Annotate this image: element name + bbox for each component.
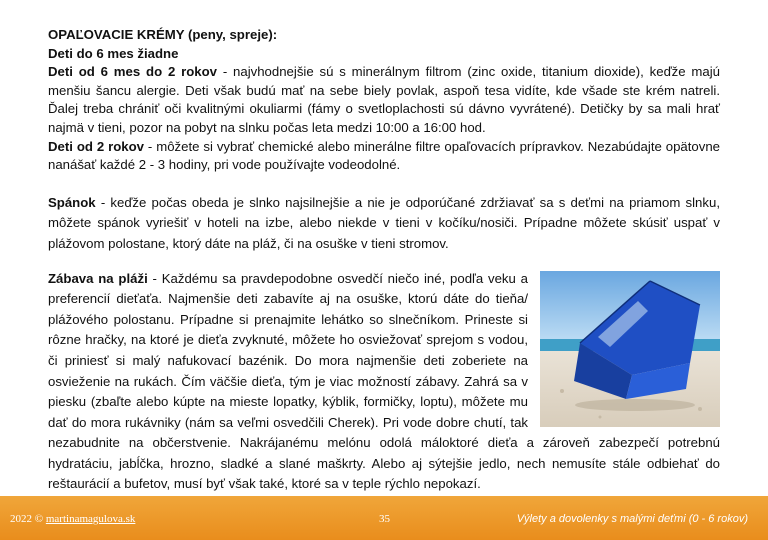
footer-credit: [10, 513, 135, 525]
sleep-paragraph: [48, 193, 720, 255]
footer-year: 2022: [10, 513, 32, 525]
sunscreen-mid-paragraph: [48, 63, 720, 137]
sleep-text: - keďže počas obeda je slnko najsilnejšie a nie je odporúčané zdržiavať sa s deťmi na priamom slnku, môžete spánok vyriešiť v hoteli na izbe, alebo niekde v tieni v kočíku/nosiči. Prípadne môžete skúsiť uspať v plážovom polostane, ktorý dáte na pláž, či na osuške v tieni stromov.: [48, 194, 720, 251]
book-title: Výlety a dovolenky s malými deťmi (0 - 6 rokov): [516, 513, 748, 525]
copyright-symbol: ©: [34, 513, 44, 525]
sunscreen-mid-label: Deti od 6 mes do 2 rokov: [48, 64, 217, 80]
beach-label: Zábava na pláži: [48, 270, 148, 286]
sunscreen-mid-text: - najvhodnejšie sú s minerálnym filtrom (zinc oxide, titanium dioxide), keďže majú menšiu šancu alergie. Deti však budú mať na sebe biely povlak, aspoň tesa vidíte, kde všade ste krém natreli. Ďalej treba chrániť oči kvalitnými okuliarmi (fámy o svetloplachosti sú dávno vyvrátené). Detičky by sa mali hrať najmä v tieni, pozor na pobyt na slnku počas leta medzi 10:00 a 16:00 hod.: [48, 64, 720, 135]
sunscreen-over2-paragraph: [48, 138, 720, 175]
sunscreen-over2-text: - môžete si vybrať chemické alebo minerálne filtre opaľovacích prípravkov. Nezabúdajte opätovne nanášať každé 2 - 3 hodiny, pri vode používajte vodeodolné.: [48, 138, 720, 173]
page-content: [48, 26, 720, 495]
footer-bar: [0, 496, 768, 540]
beach-tent-photo: [540, 271, 720, 427]
beach-text: - Každému sa pravdepodobne osvedčí niečo iné, podľa veku a preferencií dieťaťa. Najmenšie deti zabavíte aj na osuške, ktorú dáte do tieňa/ plážového polostanu. Prípadne si prenajmite lehátko so slnečníkom. Prineste si rôzne hračky, na ktoré je dieťa zvyknuté, môžete ho osviežovať sprejom s vodou, či priniesť si malý nafukovací bazénik. Do mora najmenšie deti zoberiete na osvieženie na rukách. Čím väčšie dieťa, tým je viac možností zábavy. Zahrá sa v piesku (zbaľte alebo kúpte na mieste lopatky, kýblik, formičky, loptu), môžete mu dať do mora rukávniky (nám sa veľmi osvedčili Cherek). Pri vode dobre chutí, tak nezabudnite na občerstvenie. Nakrájanému melónu odolá máloktoré dieťa a zároveň zabezpečí potrebnú hydratáciu, jabĺčka, hrozno, sladké a slané maškrty. Alebo aj sýtejšie jedlo, nech nemusíte stále odbiehať do reštaurácií a bufetov, musí byť však také, ktoré sa v teple rýchlo nepokazí.: [48, 270, 720, 492]
sunscreen-heading: OPAĽOVACIE KRÉMY (peny, spreje):: [48, 27, 278, 42]
website-link[interactable]: martinamagulova.sk: [45, 513, 136, 525]
sunscreen-over2-label: Deti od 2 rokov: [48, 138, 145, 154]
page-number: 35: [379, 513, 390, 525]
sleep-label: Spánok: [48, 194, 96, 210]
sunscreen-under6: Deti do 6 mes žiadne: [48, 45, 179, 61]
